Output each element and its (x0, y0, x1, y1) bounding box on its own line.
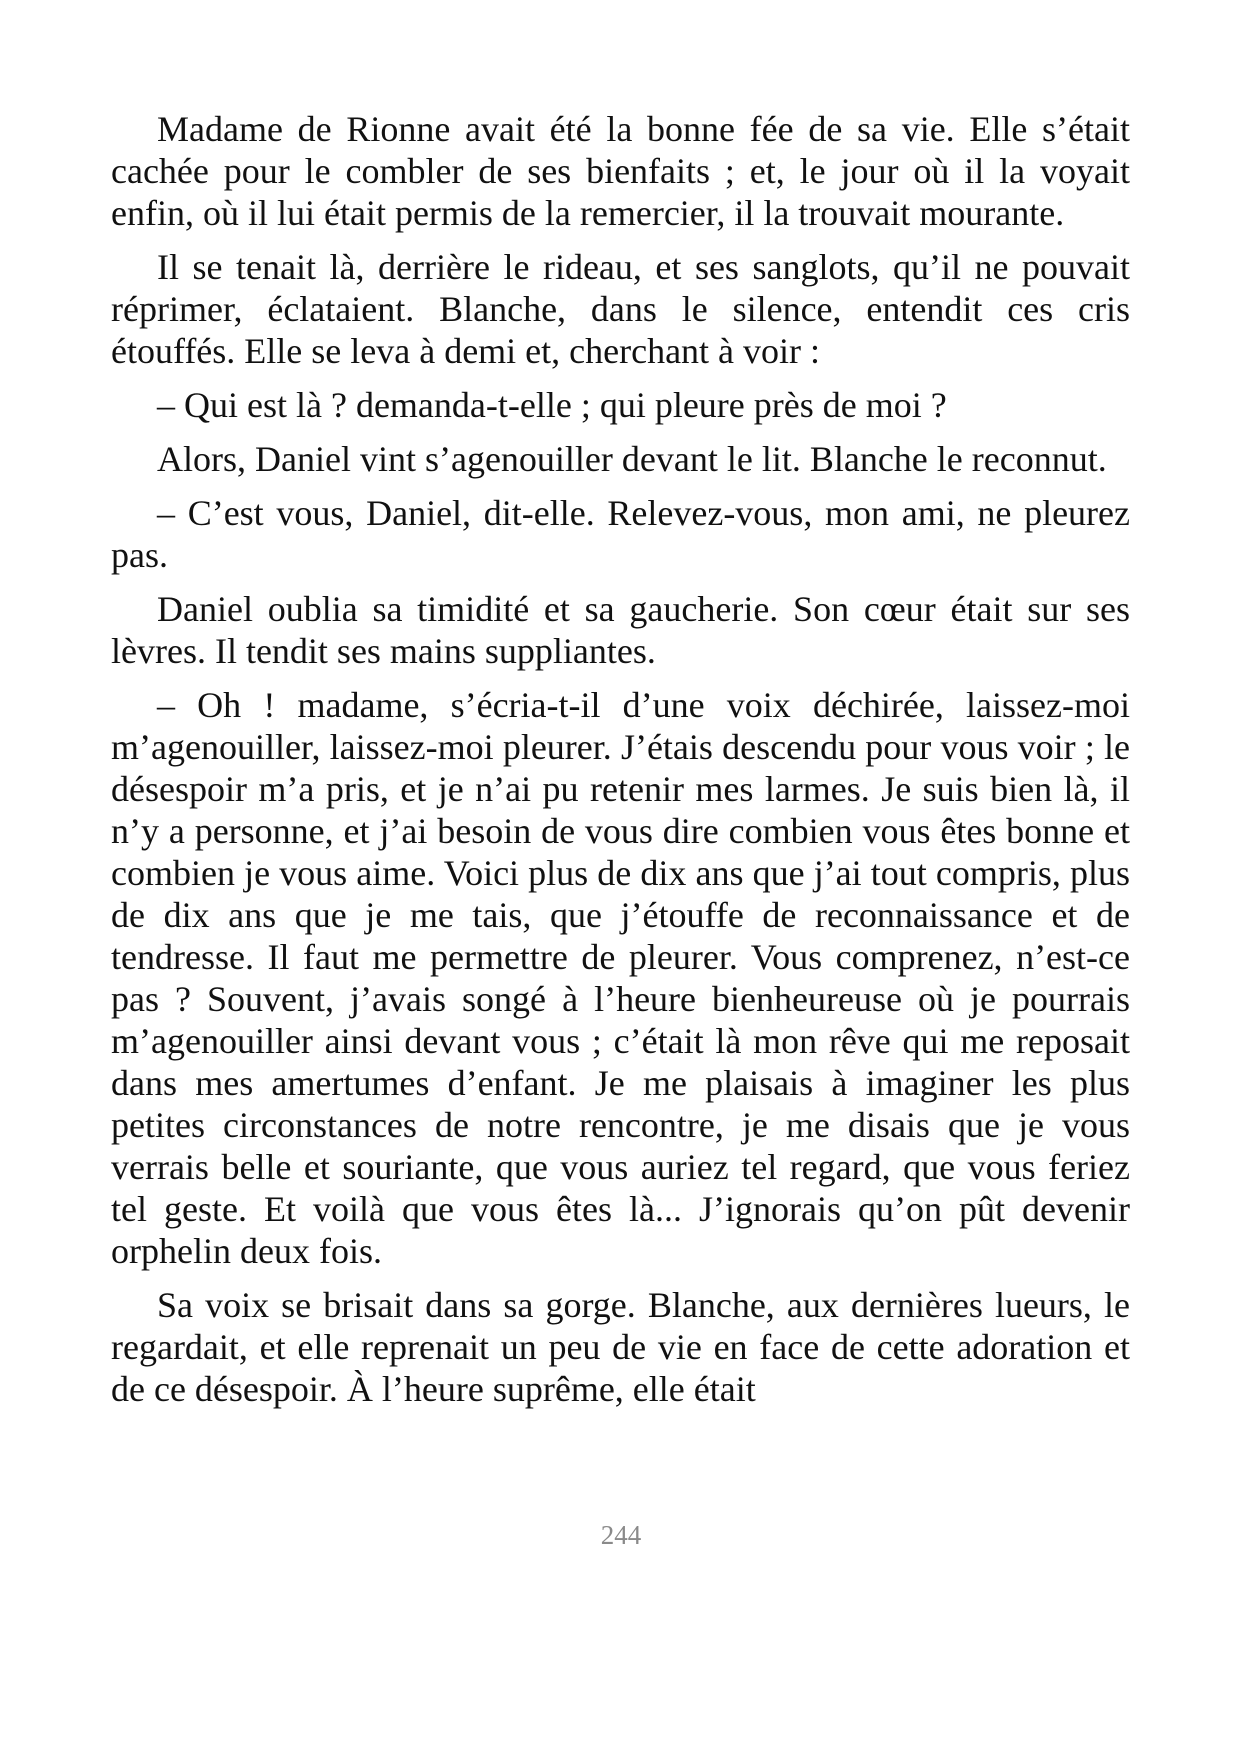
paragraph: – Qui est là ? demanda-t-elle ; qui pleure près de moi ? (157, 385, 947, 425)
paragraph: Il se tenait là, derrière le rideau, et ses sanglots, qu’il ne pouvait réprimer, éclataient. Blanche, dans le silence, entendit ces cris étouffés. Elle se leva à demi et, cherchant à voir : (111, 247, 1130, 371)
paragraph: Madame de Rionne avait été la bonne fée de sa vie. Elle s’était cachée pour le combler de ses bienfaits ; et, le jour où il la voyait enfin, où il lui était permis de la remercier, il la trouvait mourante. (111, 109, 1130, 233)
paragraph: – C’est vous, Daniel, dit-elle. Relevez-vous, mon ami, ne pleurez pas. (111, 493, 1130, 575)
body-text (111, 108, 1130, 1422)
paragraph: Alors, Daniel vint s’agenouiller devant le lit. Blanche le reconnut. (157, 439, 1107, 479)
paragraph: – Oh ! madame, s’écria-t-il d’une voix déchirée, laissez-moi m’agenouiller, laissez-moi pleurer. J’étais descendu pour vous voir ; le désespoir m’a pris, et je n’ai pu retenir mes larmes. Je suis bien là, il n’y a personne, et j’ai besoin de vous dire combien vous êtes bonne et combien je vous aime. Voici plus de dix ans que j’ai tout compris, plus de dix ans que je me tais, que j’étouffe de reconnaissance et de tendresse. Il faut me permettre de pleurer. Vous comprenez, n’est-ce pas ? Souvent, j’avais songé à l’heure bienheureuse où je pourrais m’agenouiller ainsi devant vous ; c’était là mon rêve qui me reposait dans mes amertumes d’enfant. Je me plaisais à imaginer les plus petites circonstances de notre rencontre, je me disais que je vous verrais belle et souriante, que vous auriez tel regard, que vous feriez tel geste. Et voilà que vous êtes là... J’ignorais qu’on pût devenir orphelin deux fois. (111, 685, 1130, 1271)
paragraph: Daniel oublia sa timidité et sa gaucherie. Son cœur était sur ses lèvres. Il tendit ses mains suppliantes. (111, 589, 1130, 671)
page-number: 244 (600, 1520, 642, 1550)
paragraph: Sa voix se brisait dans sa gorge. Blanche, aux dernières lueurs, le regardait, et elle reprenait un peu de vie en face de cette adoration et de ce désespoir. À l’heure suprême, elle était (111, 1285, 1130, 1409)
